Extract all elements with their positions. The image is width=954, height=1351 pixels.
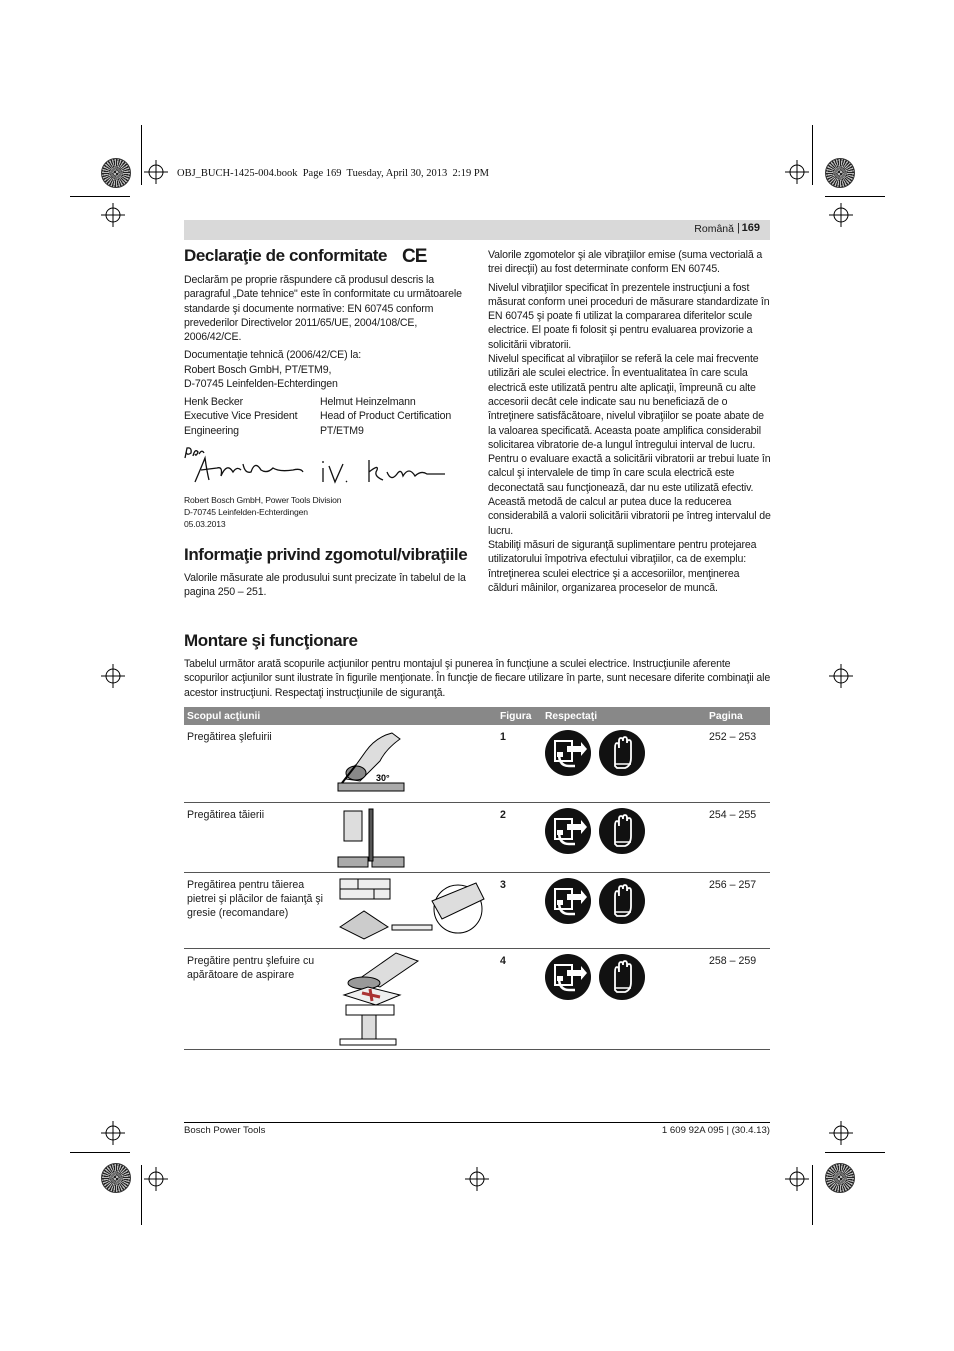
vibration-paragraph: Stabiliţi măsuri de siguranţă suplimentare pentru protejarea utilizatorului împotriva efectului vibraţiilor, ca de exemplu: întreţinerea sculei electrice şi a accesoriilor, menţinerea călduri mâinilor, organizarea proceselor de muncă. xyxy=(488,538,757,594)
page-number: 169 xyxy=(741,222,760,234)
cutting-illustration-icon xyxy=(336,807,406,869)
dust-extraction-grinding-illustration-icon xyxy=(336,951,420,1047)
company-address: D-70745 Leinfelden-Echterdingen xyxy=(184,507,308,517)
registration-mark-icon xyxy=(101,664,125,688)
noise-text: Valorile măsurate ale produsului sunt precizate în tabelul de la pagina 250 – 251. xyxy=(184,572,466,599)
row-purpose: Pregătirea şlefuirii xyxy=(187,731,272,743)
color-rosette-bottom-right xyxy=(825,1163,855,1193)
table-row xyxy=(184,948,770,1049)
row-pages: 254 – 255 xyxy=(706,802,770,872)
wear-gloves-icon xyxy=(599,730,645,776)
row-pages: 258 – 259 xyxy=(706,948,770,1049)
color-rosette-top-left xyxy=(101,158,131,188)
registration-mark-icon xyxy=(101,1121,125,1145)
assembly-title: Montare şi funcţionare xyxy=(184,631,358,650)
company-name: Robert Bosch GmbH, Power Tools Division xyxy=(184,495,342,505)
signer-1 xyxy=(184,395,318,438)
footer-right: 1 609 92A 095 | (30.4.13) xyxy=(661,1125,770,1136)
registration-mark-icon xyxy=(829,203,853,227)
registration-mark-icon xyxy=(144,160,168,184)
vibration-paragraph: Nivelul vibraţiilor specificat în prezentele instrucţiuni a fost măsurat conform unei proceduri de măsurare standardizate în EN 60745 şi poate fi utilizat la compararea diferitelor scule electrice. El poate fi folosit şi pentru evaluarea provizorie a solicitării vibratorii. xyxy=(488,281,770,351)
declaration-title: Declaraţie de conformitate xyxy=(184,246,388,265)
header-language: Română xyxy=(694,223,734,235)
column-header-figure: Figura xyxy=(497,707,542,725)
tech-doc-line: Documentaţie tehnică (2006/42/CE) la: xyxy=(184,349,362,362)
wear-gloves-icon xyxy=(599,878,645,924)
registration-mark-icon xyxy=(785,1167,809,1191)
stone-cutting-illustration-icon xyxy=(336,875,486,941)
vibration-paragraph: Pentru o evaluare exactă a solicitării vibratorii ar trebui luate în calcul şi intervalele de timp în care scula electrică este deconectată sau funcţionează, dar nu este utilizată efectiv. Această metodă de calcul ar putea duce la reducerea considerabilă a valorii solicitării vibratorii pe întreg intervalul de lucru. xyxy=(488,453,771,537)
signer-1-name: Henk Becker xyxy=(184,396,243,408)
unplug-power-icon xyxy=(545,808,591,854)
declaration-date: 05.03.2013 xyxy=(184,519,226,529)
row-pages: 252 – 253 xyxy=(706,725,770,802)
column-header-observe: Respectaţi xyxy=(542,707,706,725)
footer-rule xyxy=(184,1122,770,1123)
row-figure: 4 xyxy=(497,948,542,1049)
company-block xyxy=(184,494,466,530)
row-figure: 3 xyxy=(497,872,542,948)
row-purpose: Pregătirea pentru tăierea pietrei şi plăcilor de faianţă şi gresie (recomandare) xyxy=(187,878,324,920)
column-header-page: Pagina xyxy=(706,707,770,725)
signer-2-dept: PT/ETM9 xyxy=(320,424,364,437)
signer-2 xyxy=(320,395,470,438)
row-purpose: Pregătirea tăierii xyxy=(187,808,265,821)
color-rosette-bottom-left xyxy=(101,1163,131,1193)
row-figure: 2 xyxy=(497,802,542,872)
print-info: OBJ_BUCH-1425-004.book Page 169 Tuesday, April 30, 2013 2:19 PM xyxy=(177,168,490,179)
assembly-intro: Tabelul următor arată scopurile acţiunilor pentru montajul şi punerea în funcţiune a sculei electrice. Instrucţiunile aferente scopurilor acţiunilor sunt ilustrate în figurile menţionate. În funcţie de fiecare utilizare în parte, sunt necesare diferite combinaţii ale acestor instrucţiuni. Respectaţi instrucţiunile de siguranţă. xyxy=(184,658,771,699)
svg-text:30°: 30° xyxy=(376,773,390,783)
unplug-power-icon xyxy=(545,730,591,776)
grinding-illustration-icon xyxy=(336,727,406,793)
operations-table xyxy=(184,707,770,1050)
signer-2-name: Helmut Heinzelmann xyxy=(320,396,416,408)
column-header-purpose: Scopul acţiunii xyxy=(184,707,497,725)
registration-mark-icon xyxy=(829,664,853,688)
row-purpose: Pregătire pentru şlefuire cu apărătoare de aspirare xyxy=(187,954,315,981)
table-row xyxy=(184,872,770,948)
signer-1-role: Executive Vice President xyxy=(184,410,298,423)
registration-mark-icon xyxy=(465,1167,489,1191)
registration-mark-icon xyxy=(144,1167,168,1191)
tech-doc-address: D-70745 Leinfelden-Echterdingen xyxy=(184,378,338,391)
noise-title: Informaţie privind zgomotul/vibraţiile xyxy=(184,545,468,564)
table-header-row xyxy=(184,707,770,725)
signer-2-role: Head of Product Certification xyxy=(320,410,452,423)
row-pages: 256 – 257 xyxy=(706,872,770,948)
ce-mark-icon: CE xyxy=(402,246,427,267)
page-header xyxy=(184,220,770,240)
wear-gloves-icon xyxy=(599,808,645,854)
declaration-paragraph: Declarăm pe proprie răspundere că produsul descris la paragraful „Date tehnice" este în conformitate cu următoarele standarde şi documente normative: EN 60745 conform prevederilor Directivelor 2011/65/UE, 2004/108/CE, 2006/42/CE. xyxy=(184,274,462,344)
table-row xyxy=(184,802,770,872)
registration-mark-icon xyxy=(101,203,125,227)
wear-gloves-icon xyxy=(599,954,645,1000)
signer-1-dept: Engineering xyxy=(184,424,239,437)
unplug-power-icon xyxy=(545,878,591,924)
tech-doc-company: Robert Bosch GmbH, PT/ETM9, xyxy=(184,363,332,376)
declaration-text xyxy=(184,273,466,391)
registration-mark-icon xyxy=(829,1121,853,1145)
vibration-text xyxy=(488,248,772,595)
vibration-paragraph: Nivelul specificat al vibraţiilor se referă la cele mai frecvente utilizări ale sculei electrice. În eventualitatea în care scula electrică este utilizată pentru alte aplicaţii, împreună cu alte accesorii decât cele indicate sau nu beneficiază de o întreţinere satisfăcătoare, nivelul vibraţiilor se poate abate de la valoarea specificată. Aceasta poate amplifica considerabil solicitarea vibratorie de-a lungul întregului interval de lucru. xyxy=(488,353,764,451)
footer-left: Bosch Power Tools xyxy=(184,1125,266,1136)
header-separator: | xyxy=(737,222,740,234)
signatures xyxy=(183,446,453,490)
vibration-paragraph: Valorile zgomotelor şi ale vibraţiilor emise (suma vectorială a trei direcţii) au fost determinate conform EN 60745. xyxy=(488,249,763,276)
row-figure: 1 xyxy=(497,725,542,802)
color-rosette-top-right xyxy=(825,158,855,188)
table-row xyxy=(184,725,770,802)
registration-mark-icon xyxy=(785,160,809,184)
unplug-power-icon xyxy=(545,954,591,1000)
